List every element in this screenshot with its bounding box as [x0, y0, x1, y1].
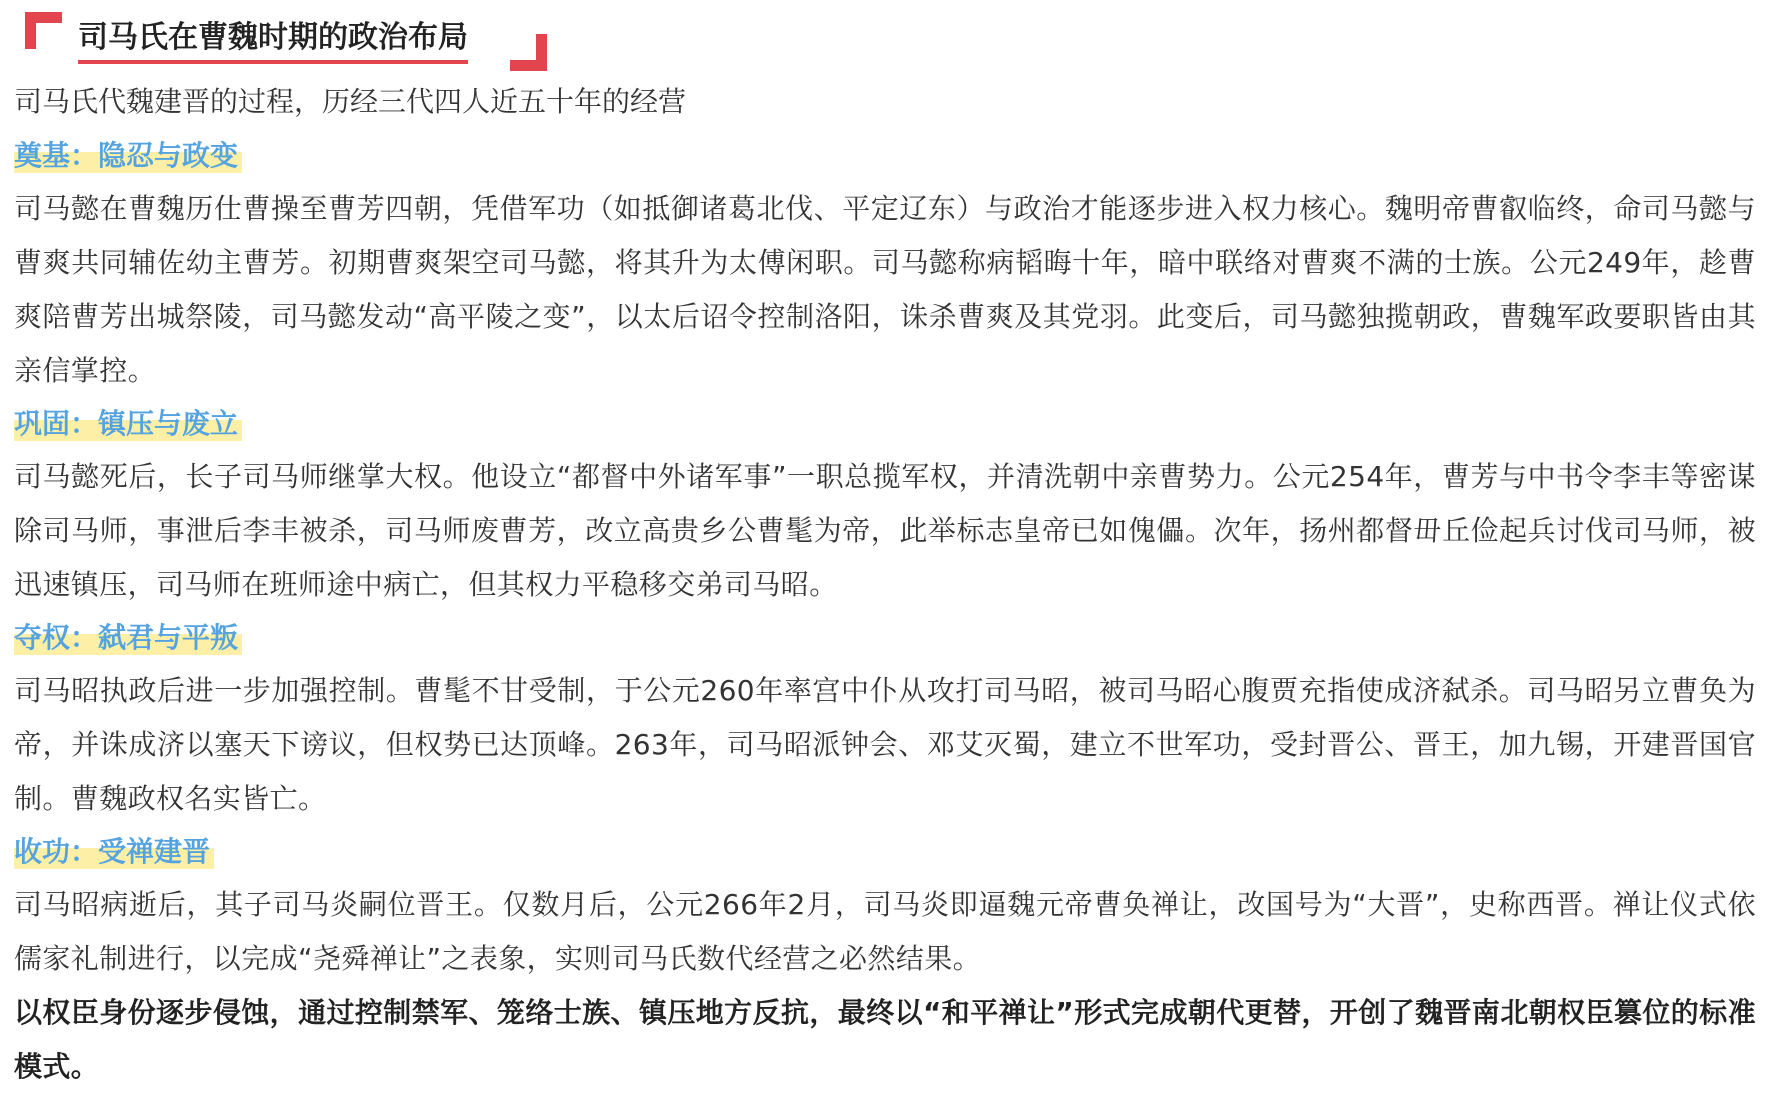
corner-bracket-bottom-right-icon [510, 34, 547, 71]
page-title: 司马氏在曹魏时期的政治布局 [78, 12, 468, 64]
summary-text: 以权臣身份逐步侵蚀，通过控制禁军、笼络士族、镇压地方反抗，最终以“和平禅让”形式完成朝代更替，开创了魏晋南北朝权臣篡位的标准模式。 [14, 996, 1756, 1083]
section-seizure [14, 612, 1760, 826]
section-foundation [14, 130, 1760, 398]
section-heading: 奠基：隐忍与政变 [14, 136, 242, 176]
section-body: 司马昭病逝后，其子司马炎嗣位晋王。仅数月后，公元266年2月，司马炎即逼魏元帝曹奂禅让，改国号为“大晋”，史称西晋。禅让仪式依儒家礼制进行，以完成“尧舜禅让”之表象，实则司马氏数代经营之必然结果。 [14, 888, 1756, 975]
section-completion [14, 826, 1760, 986]
title-block [14, 0, 1760, 78]
section-body: 司马昭执政后进一步加强控制。曹髦不甘受制，于公元260年率宫中仆从攻打司马昭，被司马昭心腹贾充指使成济弑杀。司马昭另立曹奂为帝，并诛成济以塞天下谤议，但权势已达顶峰。263年，司马昭派钟会、邓艾灭蜀，建立不世军功，受封晋公、晋王，加九锡，开建晋国官制。曹魏政权名实皆亡。 [14, 674, 1756, 815]
section-heading: 夺权：弑君与平叛 [14, 618, 242, 658]
intro-text: 司马氏代魏建晋的过程，历经三代四人近五十年的经营 [14, 85, 687, 118]
section-body: 司马懿在曹魏历仕曹操至曹芳四朝，凭借军功（如抵御诸葛北伐、平定辽东）与政治才能逐步进入权力核心。魏明帝曹叡临终，命司马懿与曹爽共同辅佐幼主曹芳。初期曹爽架空司马懿，将其升为太傅闲职。司马懿称病韬晦十年，暗中联络对曹爽不满的士族。公元249年，趁曹爽陪曹芳出城祭陵，司马懿发动“高平陵之变”，以太后诏令控制洛阳，诛杀曹爽及其党羽。此变后，司马懿独揽朝政，曹魏军政要职皆由其亲信掌控。 [14, 192, 1756, 387]
section-body: 司马懿死后，长子司马师继掌大权。他设立“都督中外诸军事”一职总揽军权，并清洗朝中亲曹势力。公元254年，曹芳与中书令李丰等密谋除司马师，事泄后李丰被杀，司马师废曹芳，改立高贵乡公曹髦为帝，此举标志皇帝已如傀儡。次年，扬州都督毌丘俭起兵讨伐司马师，被迅速镇压，司马师在班师途中病亡，但其权力平稳移交弟司马昭。 [14, 460, 1756, 601]
section-heading: 巩固：镇压与废立 [14, 404, 242, 444]
corner-bracket-top-left-icon [25, 12, 62, 49]
article [14, 0, 1760, 1094]
section-consolidation [14, 398, 1760, 612]
section-heading: 收功：受禅建晋 [14, 832, 214, 872]
